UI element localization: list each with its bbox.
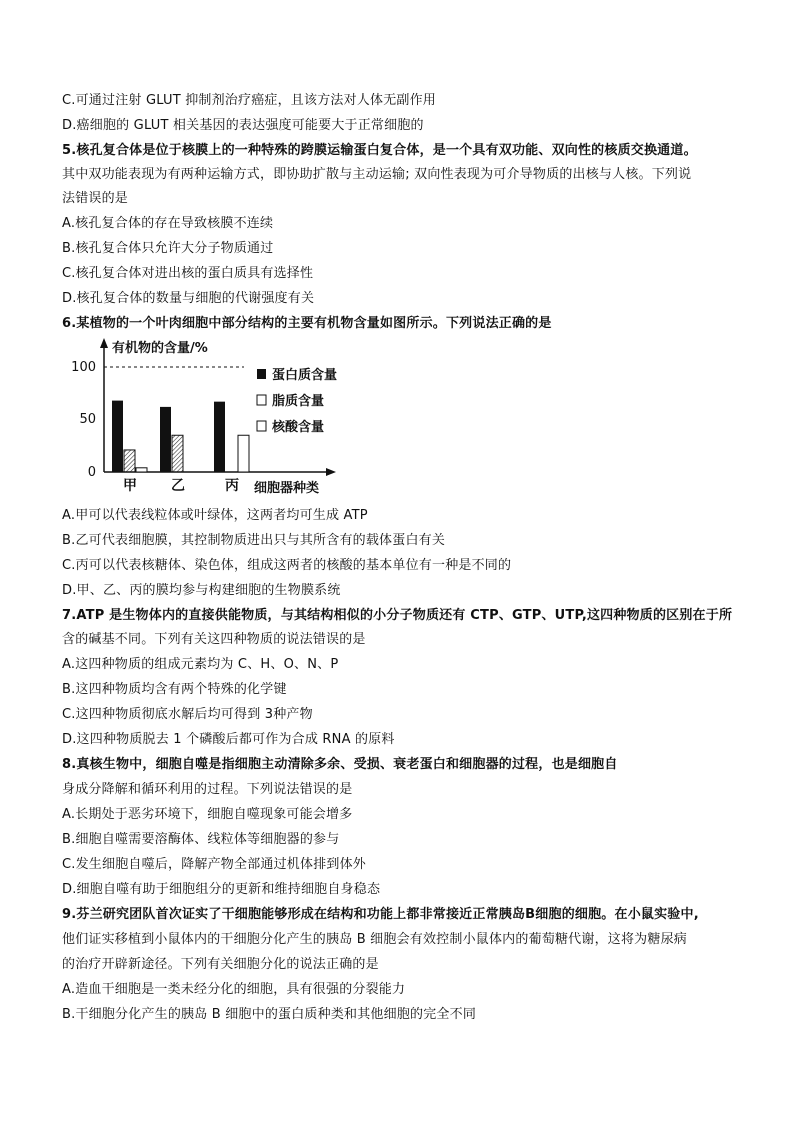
question-6-stem: 6.某植物的一个叶肉细胞中部分结构的主要有机物含量如图所示。下列说法正确的是 [62,316,552,331]
question-8-stem: 8.真核生物中，细胞自噬是指细胞主动清除多余、受损、衰老蛋白和细胞器的过程，也是细胞自 [62,757,618,772]
bar-甲-蛋白质含量 [112,401,123,472]
text-line: 法错误的是 [62,191,129,206]
option-d: D.这四种物质脱去 1 个磷酸后都可作为合成 RNA 的原料 [62,732,395,747]
bar-乙-蛋白质含量 [160,407,171,472]
category-label: 丙 [225,478,239,494]
question-9-stem: 9.芬兰研究团队首次证实了干细胞能够形成在结构和功能上都非常接近正常胰岛B细胞的细胞。在小鼠实验中, [62,907,699,922]
legend-swatch-protein [257,369,266,379]
text-line: 身成分降解和循环利用的过程。下列说法错误的是 [62,782,353,797]
bar-乙-脂质含量 [172,435,183,472]
x-axis-arrow [326,468,336,476]
option-a: A.造血干细胞是一类未经分化的细胞，具有很强的分裂能力 [62,982,406,997]
text-line: 其中双功能表现为有两种运输方式，即协助扩散与主动运输; 双向性表现为可介导物质的出核与人核。下列说 [62,167,692,182]
y-tick-label: 0 [87,465,96,480]
legend-swatch-nucleic-acid [257,421,266,431]
text-line: 的治疗开辟新途径。下列有关细胞分化的说法正确的是 [62,957,379,972]
text-line: 含的碱基不同。下列有关这四种物质的说法错误的是 [62,632,366,647]
option-c: C.丙可以代表核糖体、染色体，组成这两者的核酸的基本单位有一种是不同的 [62,558,512,573]
legend-label: 核酸含量 [272,420,325,435]
option-a: A.长期处于恶劣环境下，细胞自噬现象可能会增多 [62,807,353,822]
y-tick-label: 100 [71,360,96,375]
option-b: B.核孔复合体只允许大分子物质通过 [62,241,274,256]
option-b: B.乙可代表细胞膜，其控制物质进出只与其所含有的载体蛋白有关 [62,533,446,548]
y-axis-label: 有机物的含量/% [112,341,208,356]
option-a: A.甲可以代表线粒体或叶绿体，这两者均可生成 ATP [62,508,368,523]
x-axis-label: 细胞器种类 [254,481,320,496]
option-a: A.这四种物质的组成元素均为 C、H、O、N、P [62,657,339,672]
option-b: B.这四种物质均含有两个特殊的化学键 [62,682,287,697]
category-label: 甲 [123,478,137,494]
y-axis-arrow [100,338,108,348]
bar-甲-脂质含量 [124,450,135,472]
question-7-stem: 7.ATP 是生物体内的直接供能物质，与其结构相似的小分子物质还有 CTP、GTP、UTP,这四种物质的区别在于所 [62,608,733,623]
option-c: C.核孔复合体对进出核的蛋白质具有选择性 [62,266,314,281]
option-c: C.发生细胞自噬后，降解产物全部通过机体排到体外 [62,857,367,872]
bar-丙-核酸含量 [238,435,249,472]
option-d: D.甲、乙、丙的膜均参与构建细胞的生物膜系统 [62,583,341,598]
option-b: B.干细胞分化产生的胰岛 B 细胞中的蛋白质种类和其他细胞的完全不同 [62,1007,477,1022]
legend-label: 脂质含量 [272,394,325,409]
bar-甲-核酸含量 [136,468,147,472]
option-a: A.核孔复合体的存在导致核膜不连续 [62,216,274,231]
option-d: D.核孔复合体的数量与细胞的代谢强度有关 [62,291,315,306]
question-5-stem: 5.核孔复合体是位于核膜上的一种特殊的跨膜运输蛋白复合体，是一个具有双功能、双向性的核质交换通道。 [62,143,697,158]
text-line: C.可通过注射 GLUT 抑制剂治疗癌症，且该方法对人体无副作用 [62,93,436,108]
organic-content-bar-chart [62,336,362,501]
y-tick-label: 50 [79,412,96,427]
bars-group [112,401,249,472]
category-label: 乙 [171,478,185,494]
text-line: D.癌细胞的 GLUT 相关基因的表达强度可能要大于正常细胞的 [62,118,424,133]
option-c: C.这四种物质彻底水解后均可得到 3种产物 [62,707,313,722]
option-b: B.细胞自噬需要溶酶体、线粒体等细胞器的参与 [62,832,340,847]
legend-label: 蛋白质含量 [272,368,338,383]
bar-丙-蛋白质含量 [214,402,225,472]
legend-swatch-lipid [257,395,266,405]
option-d: D.细胞自噬有助于细胞组分的更新和维持细胞自身稳态 [62,882,381,897]
text-line: 他们证实移植到小鼠体内的干细胞分化产生的胰岛 B 细胞会有效控制小鼠体内的葡萄糖代谢，这将为糖尿病 [62,932,687,947]
